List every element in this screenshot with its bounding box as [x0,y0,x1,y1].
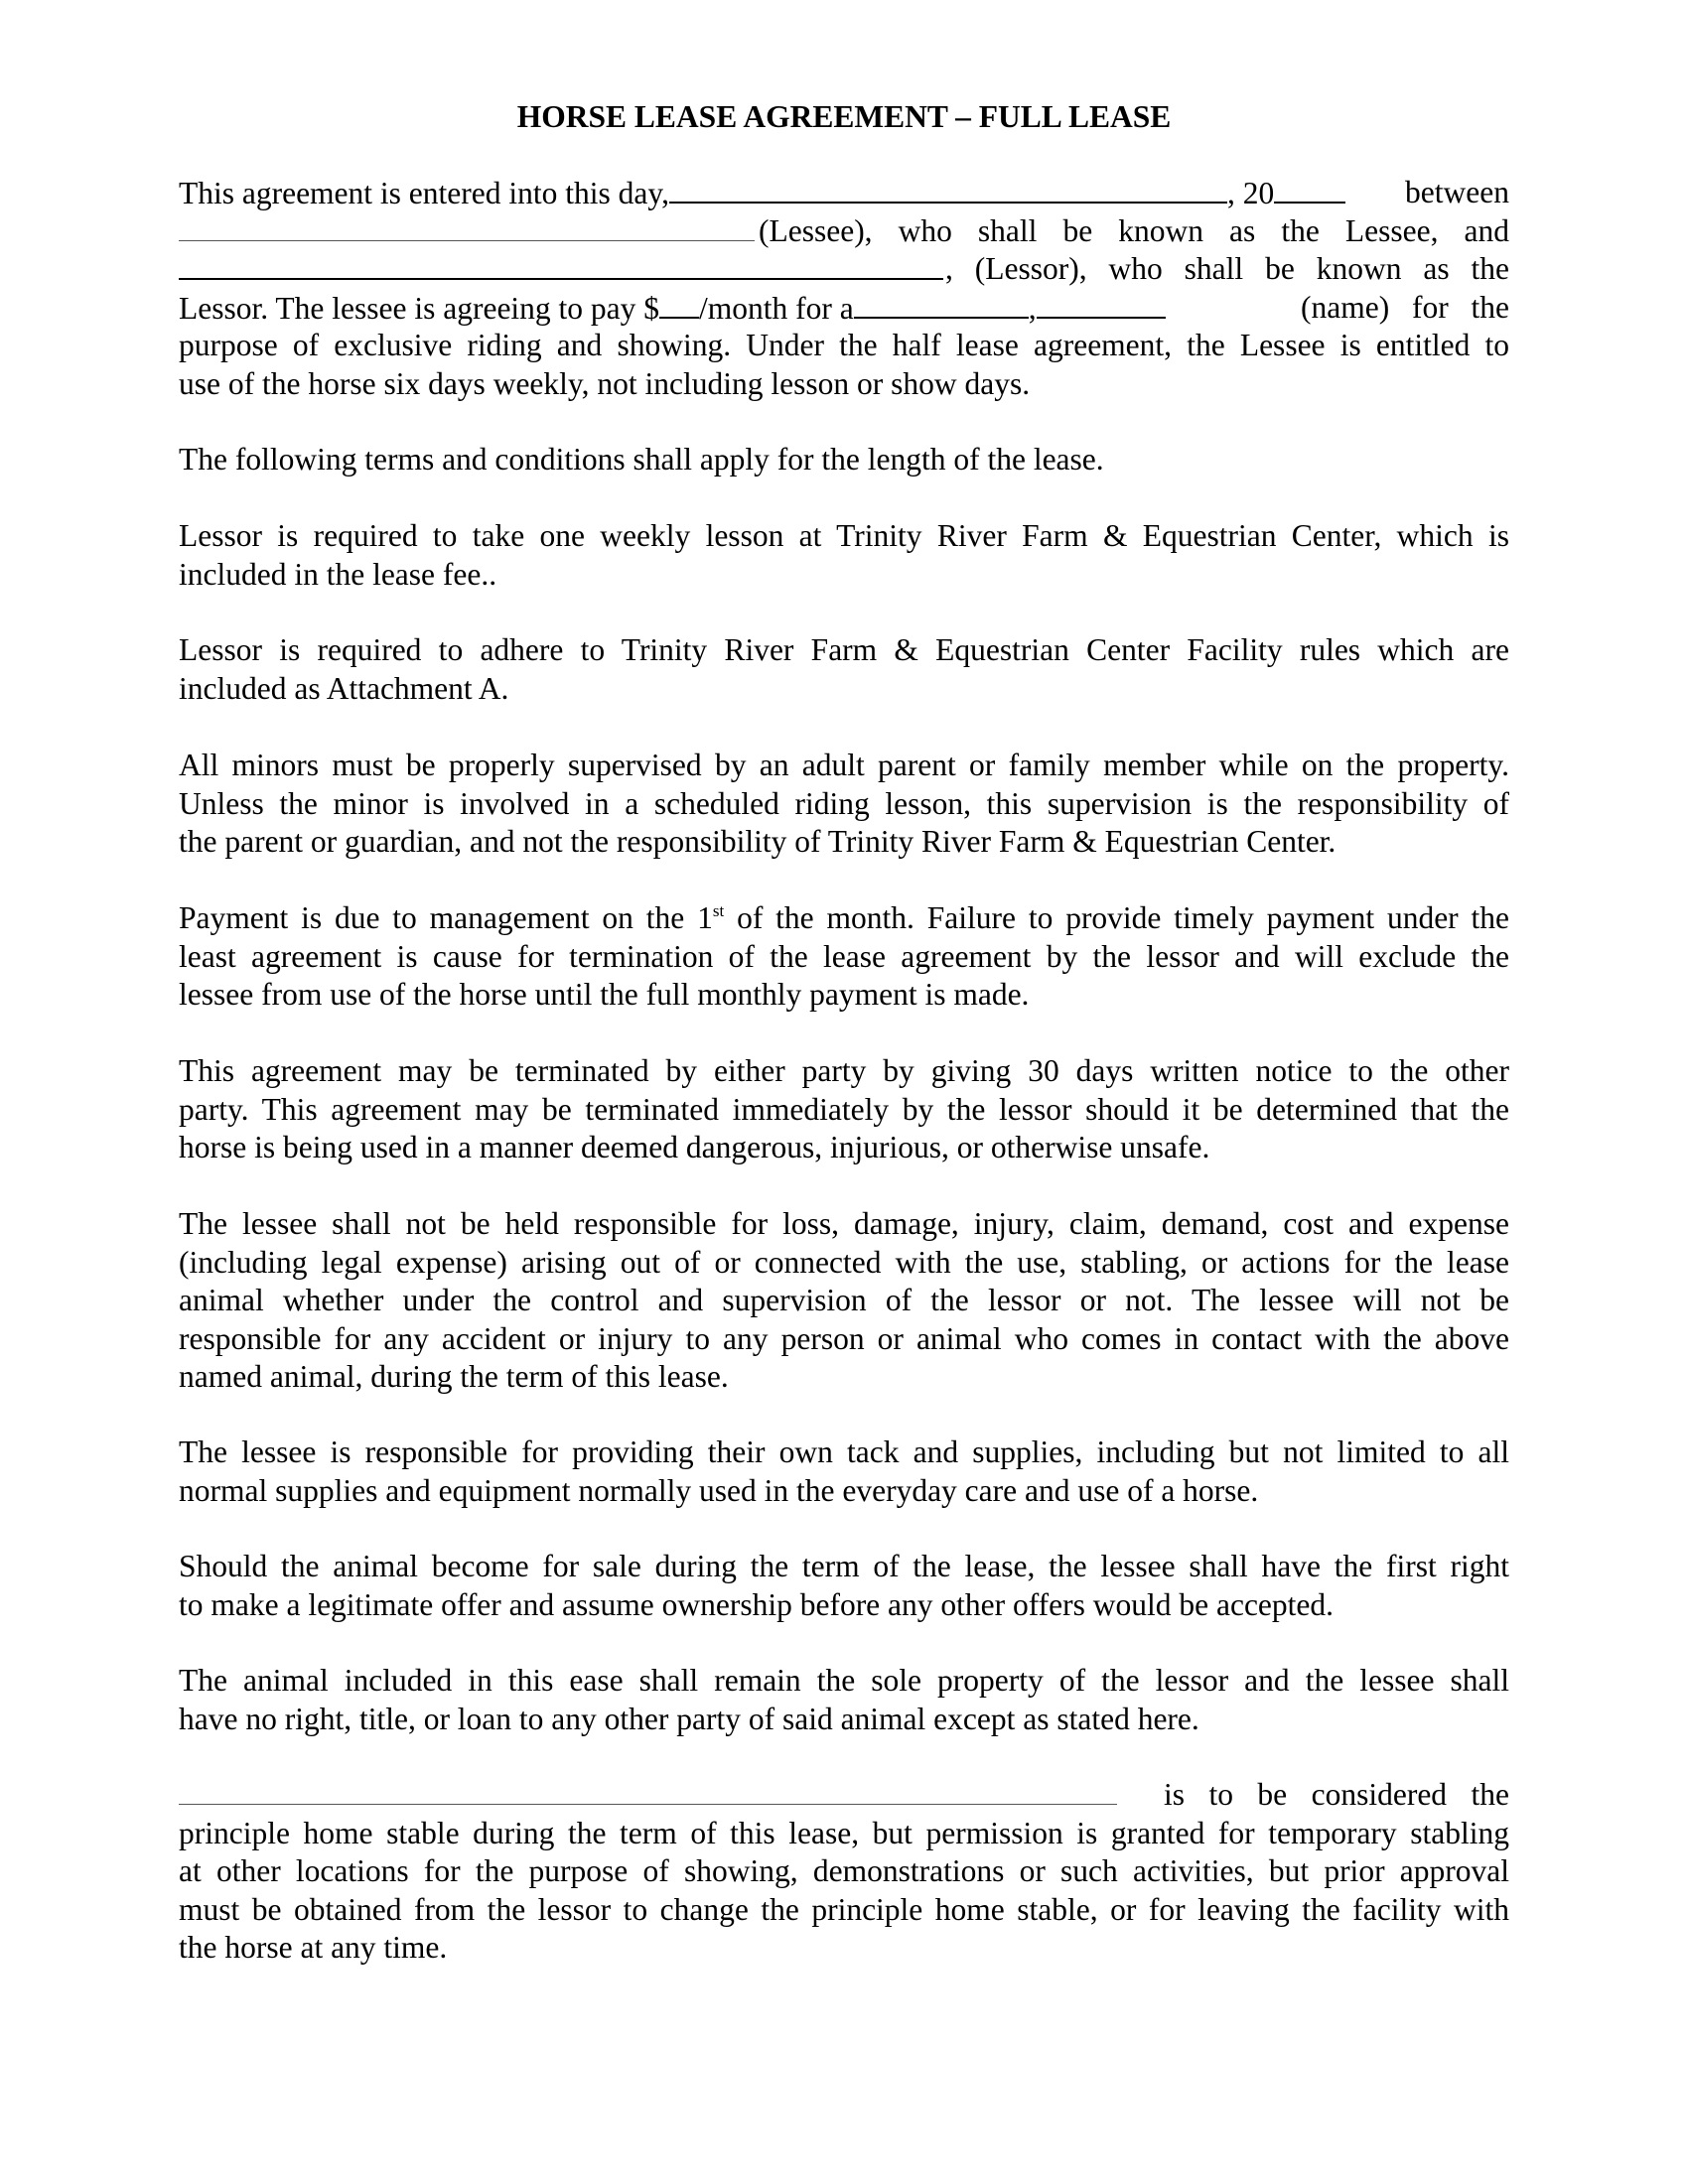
lessee-blank [179,212,755,241]
liability-line-2: (including legal expense) arising out of or connected with the use, stabling, or actions for the lease [179,1244,1509,1280]
lessee-text: (Lessee), who shall be known as the Lessee, and [759,212,1509,248]
termination-line-3: horse is being used in a manner deemed dangerous, injurious, or otherwise unsafe. [179,1130,1210,1164]
intro-year-prefix: , 20 [1226,176,1275,210]
property-line-2: have no right, title, or loan to any other party of said animal except as stated here. [179,1701,1199,1736]
intro-line-2 [179,212,1509,251]
amount-blank [659,289,699,319]
intro-text: This agreement is entered into this day, [179,176,669,210]
rules-line-1: Lessor is required to adhere to Trinity River Farm & Equestrian Center Facility rules which are [179,632,1509,667]
property-paragraph [179,1662,1509,1738]
lesson-paragraph [179,517,1509,594]
stable-line-2: principle home stable during the term of this lease, but permission is granted for temporary stabling [179,1815,1509,1850]
minors-line-1: All minors must be properly supervised by an adult parent or family member while on the property. [179,748,1509,782]
stable-line-5: the horse at any time. [179,1930,448,1965]
lessor-blank [179,250,943,280]
liability-line-4: responsible for any accident or injury to any person or animal who comes in contact with the above [179,1320,1509,1356]
stable-line-3: at other locations for the purpose of showing, demonstrations or such activities, but prior approval [179,1853,1509,1888]
payment-text-b: of the month. Failure to provide timely payment under the [724,900,1509,935]
sale-line-1: Should the animal become for sale during the term of the lease, the lessee shall have the first right [179,1549,1509,1583]
stable-text-1: is to be considered the [1164,1777,1509,1812]
termination-line-2: party. This agreement may be terminated immediately by the lessor should it be determined that the [179,1091,1509,1127]
property-line-1: The animal included in this ease shall remain the sole property of the lessor and the lessee shall [179,1663,1509,1698]
ordinal-suffix: st [712,901,725,920]
rules-paragraph [179,631,1509,708]
liability-paragraph [179,1205,1509,1397]
payment-paragraph [179,899,1509,1015]
tack-line-1: The lessee is responsible for providing their own tack and supplies, including but not limited to all [179,1434,1509,1469]
intro-paragraph [179,174,1509,403]
termination-line-1: This agreement may be terminated by either party by giving 30 days written notice to the other [179,1053,1509,1088]
payment-line-1 [179,899,1509,938]
liability-line-5: named animal, during the term of this lease. [179,1359,729,1394]
lesson-line-1: Lessor is required to take one weekly lesson at Trinity River Farm & Equestrian Center, which is [179,518,1509,553]
tack-paragraph [179,1433,1509,1510]
intro-line-3 [179,250,1509,289]
intro-name-text: (name) for the [1301,289,1509,325]
liability-line-1: The lessee shall not be held responsible for loss, damage, injury, claim, demand, cost and expense [179,1206,1509,1241]
minors-paragraph [179,747,1509,862]
stable-line-4: must be obtained from the lessor to change the principle home stable, or for leaving the facility with [179,1891,1509,1927]
intro-pay-text: Lessor. The lessee is agreeing to pay $ [179,290,660,326]
minors-line-3: the parent or guardian, and not the responsibility of Trinity River Farm & Equestrian Center. [179,824,1336,859]
name-blank [1037,289,1166,319]
intro-comma: , [1028,290,1037,326]
terms-line: The following terms and conditions shall apply for the length of the lease. [179,442,1104,477]
intro-line-4 [179,289,1509,328]
sale-paragraph [179,1548,1509,1624]
horse-blank [854,289,1029,319]
stable-line-1 [179,1776,1509,1815]
intro-between: between [1405,175,1509,209]
rules-line-2: included as Attachment A. [179,670,509,706]
lessor-text: , (Lessor), who shall be known as the [945,251,1509,286]
minors-line-2: Unless the minor is involved in a scheduled riding lesson, this supervision is the responsibility of [179,785,1509,821]
sale-line-2: to make a legitimate offer and assume ownership before any other offers would be accepted. [179,1586,1335,1622]
tack-line-2: normal supplies and equipment normally used in the everyday care and use of a horse. [179,1472,1259,1508]
date-blank [669,174,1227,204]
terms-paragraph [179,441,1509,479]
stable-paragraph [179,1776,1509,1968]
year-blank [1274,174,1345,204]
payment-text-a: Payment is due to management on the 1 [179,900,713,935]
intro-month-text: /month for a [699,290,854,326]
intro-line-1 [179,174,1509,212]
lesson-line-2: included in the lease fee.. [179,556,497,592]
intro-line-6: use of the horse six days weekly, not including lesson or show days. [179,365,1031,401]
payment-line-2: least agreement is cause for termination of the lease agreement by the lessor and will exclude the [179,938,1509,974]
document-title: HORSE LEASE AGREEMENT – FULL LEASE [516,99,1172,134]
termination-paragraph [179,1052,1509,1167]
intro-line-5: purpose of exclusive riding and showing. Under the half lease agreement, the Lessee is entitled to [179,328,1509,362]
liability-line-3: animal whether under the control and supervision of the lessor or not. The lessee will not be [179,1283,1509,1317]
payment-line-3: lessee from use of the horse until the full monthly payment is made. [179,977,1030,1012]
stable-blank [179,1776,1117,1805]
